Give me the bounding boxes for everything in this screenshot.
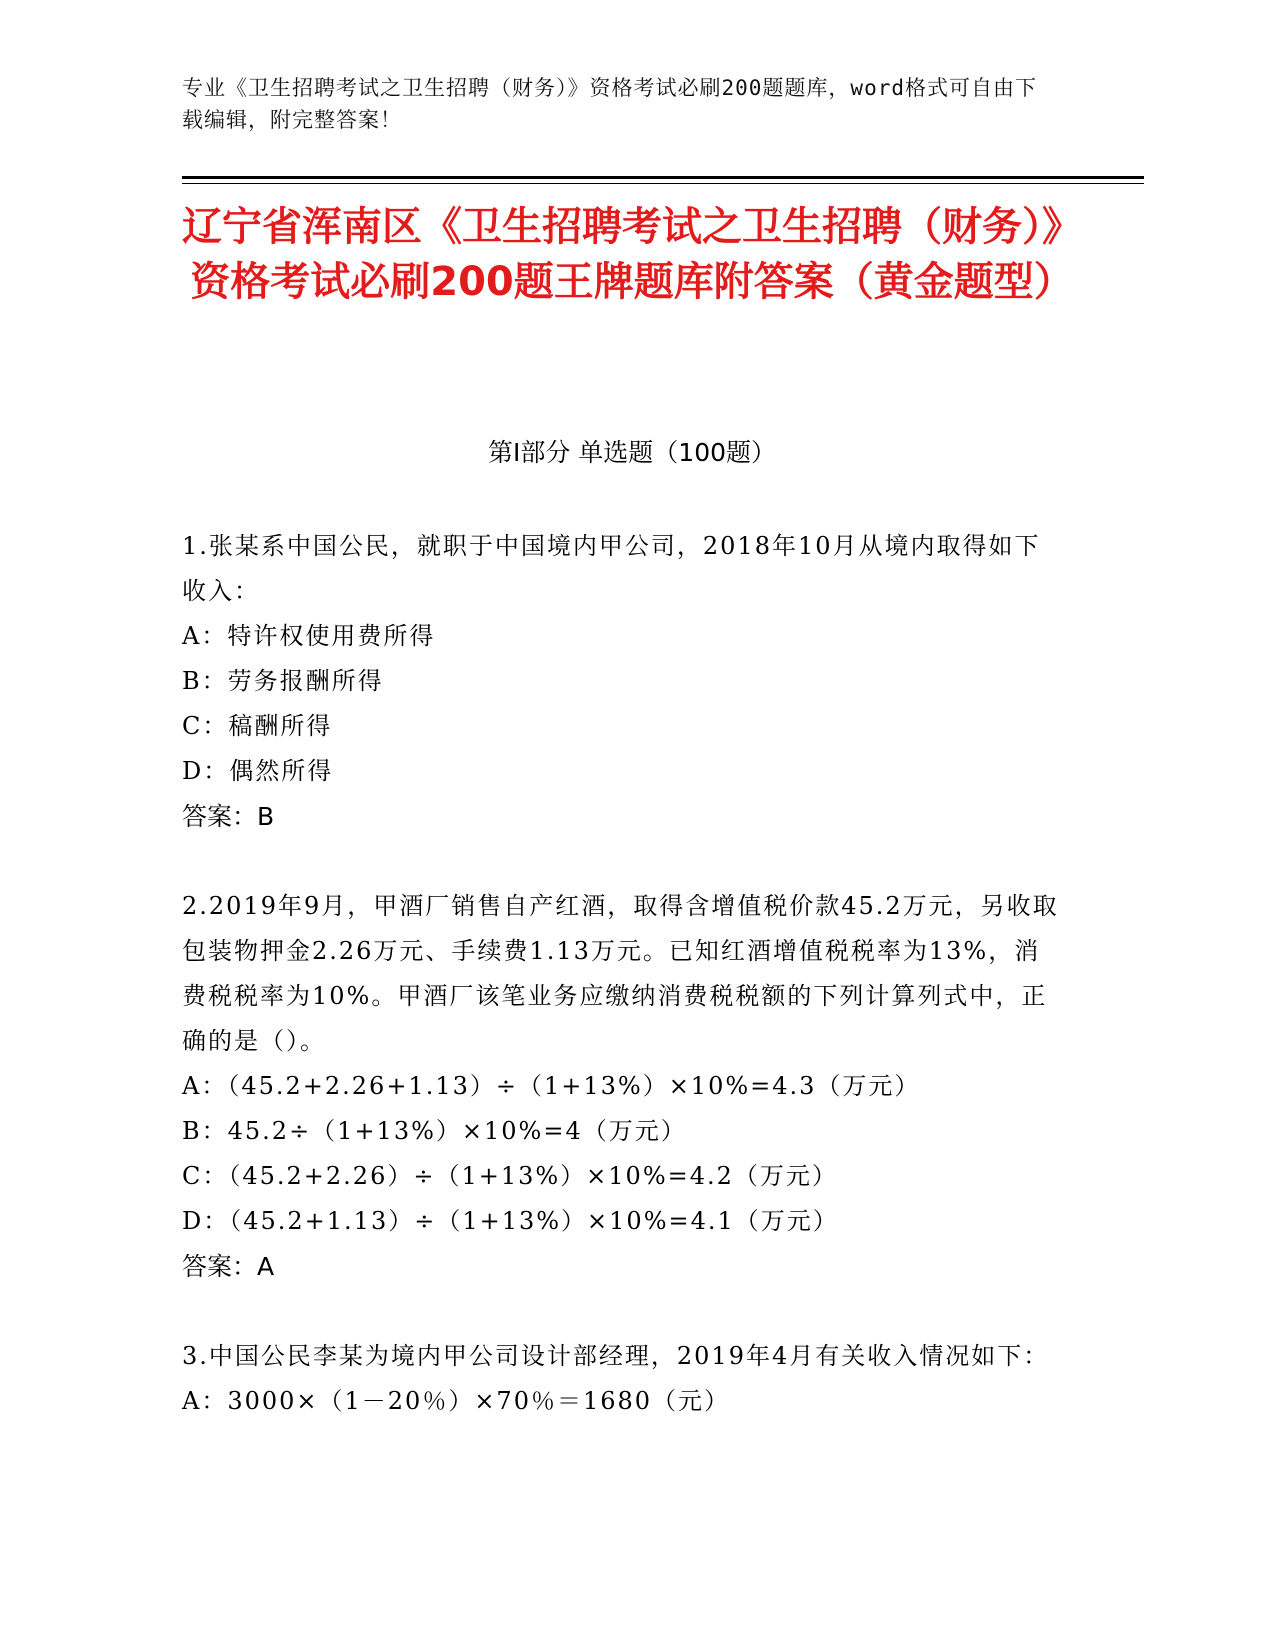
question-2 xyxy=(182,884,1062,1289)
question-3 xyxy=(182,1334,1062,1424)
option-a: A：（45.2+2.26+1.13）÷（1+13%）×10%=4.3（万元） xyxy=(182,1072,921,1100)
option-a: A：特许权使用费所得 xyxy=(182,622,436,650)
answer: 答案：A xyxy=(182,1252,275,1281)
option-b: B：劳务报酬所得 xyxy=(182,667,384,695)
question-list xyxy=(182,524,1062,1469)
question-text: 1.张某系中国公民，就职于中国境内甲公司，2018年10月从境内取得如下收入： xyxy=(182,532,1041,605)
question-1 xyxy=(182,524,1062,839)
option-c: C：稿酬所得 xyxy=(182,712,333,740)
header-note: 专业《卫生招聘考试之卫生招聘（财务）》资格考试必刷200题题库，word格式可自由下载编辑，附完整答案！ xyxy=(182,76,1037,132)
option-d: D：偶然所得 xyxy=(182,757,334,785)
answer: 答案：B xyxy=(182,802,275,831)
question-text: 2.2019年9月，甲酒厂销售自产红酒，取得含增值税价款45.2万元，另收取包装物押金2.26万元、手续费1.13万元。已知红酒增值税税率为13%，消费税税率为10%。甲酒厂该笔业务应缴纳消费税税额的下列计算列式中，正确的是（）。 xyxy=(182,892,1059,1055)
section-title: 第Ⅰ部分 单选题（100题） xyxy=(487,438,777,467)
document-title: 辽宁省浑南区《卫生招聘考试之卫生招聘（财务）》资格考试必刷200题王牌题库附答案（黄金题型） xyxy=(182,204,1082,305)
option-d: D：（45.2+1.13）÷（1+13%）×10%=4.1（万元） xyxy=(182,1207,839,1235)
option-c: C：（45.2+2.26）÷（1+13%）×10%=4.2（万元） xyxy=(182,1162,838,1190)
option-b: B：45.2÷（1+13%）×10%=4（万元） xyxy=(182,1117,687,1145)
option-a: A：3000×（1－20％）×70％＝1680（元） xyxy=(182,1387,731,1415)
header-divider-thick xyxy=(182,176,1144,179)
header-divider-thin xyxy=(182,183,1144,184)
question-text: 3.中国公民李某为境内甲公司设计部经理，2019年4月有关收入情况如下： xyxy=(182,1342,1050,1370)
